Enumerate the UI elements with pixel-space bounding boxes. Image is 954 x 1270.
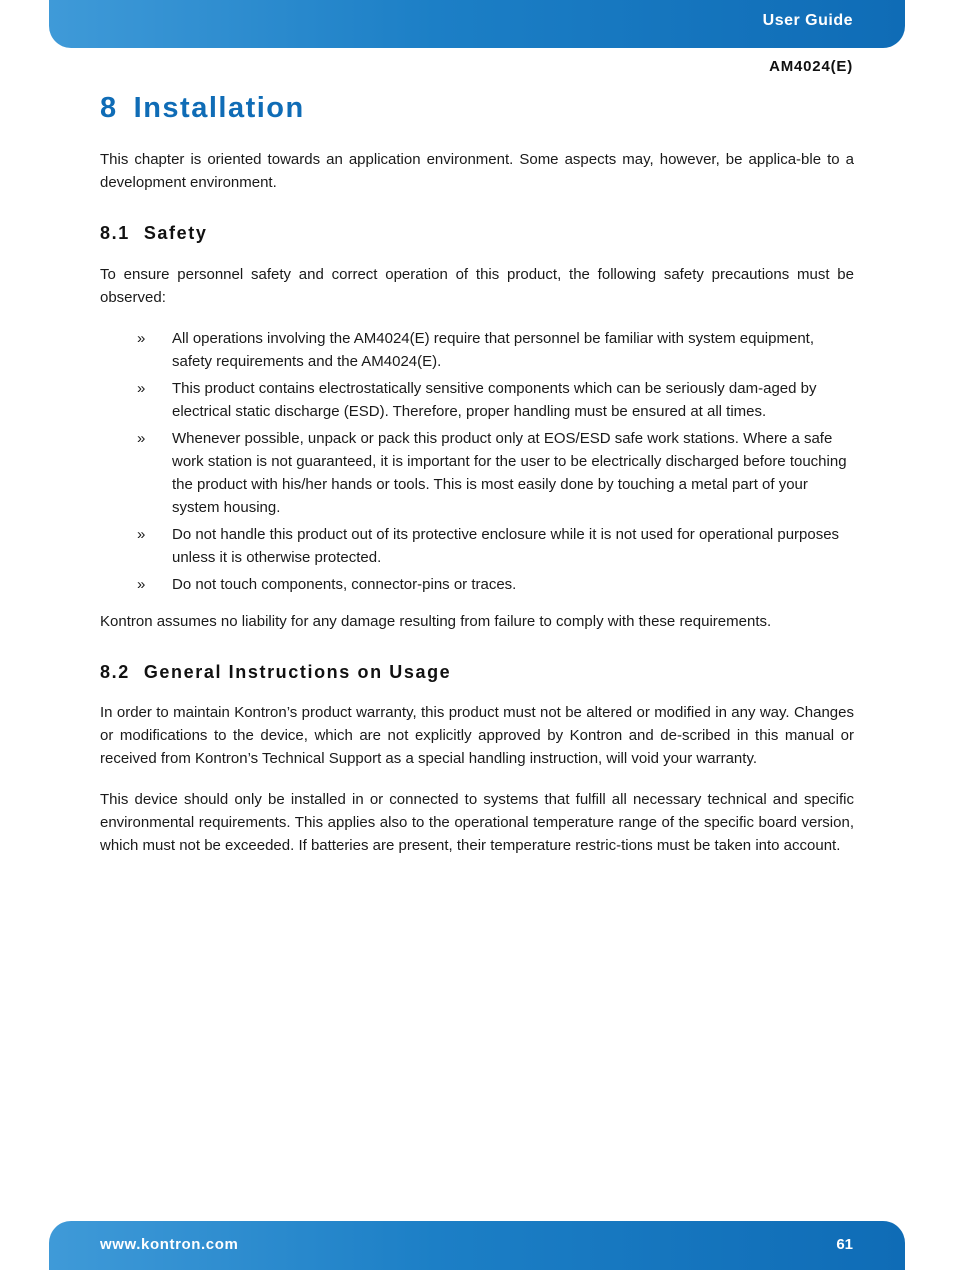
- chapter-title: Installation: [133, 92, 305, 124]
- bullet-marker: »: [137, 526, 146, 543]
- page-number: 61: [836, 1236, 853, 1253]
- list-item-text: Whenever possible, unpack or pack this product only at EOS/ESD safe work stations. Where a safe work station is not guaranteed, it is important for the user to be electrically discharged before touching the product with his/her hands or tools. This is most easily done by touching a metal part of your system housing.: [172, 430, 847, 516]
- bullet-marker: »: [137, 576, 146, 593]
- section-heading-safety: [100, 223, 854, 244]
- list-item: [100, 327, 854, 373]
- header-bar: [49, 0, 905, 48]
- liability-statement: Kontron assumes no liability for any damage resulting from failure to comply with these requirements.: [100, 613, 772, 630]
- chapter-intro: This chapter is oriented towards an application environment. Some aspects may, however, be applica-ble to a development environment.: [100, 151, 854, 191]
- list-item-text: This product contains electrostatically sensitive components which can be seriously dam-aged by electrical static discharge (ESD). Therefore, proper handling must be ensured at all times.: [172, 380, 817, 420]
- footer-bar: [49, 1221, 905, 1270]
- section-number: 8.2: [100, 662, 130, 682]
- bullet-marker: »: [137, 430, 146, 447]
- user-guide-label: User Guide: [762, 12, 853, 29]
- section-title: General Instructions on Usage: [143, 662, 452, 682]
- safety-precautions-list: [100, 327, 854, 596]
- safety-intro: To ensure personnel safety and correct operation of this product, the following safety precautions must be observed:: [100, 266, 854, 306]
- section-title: Safety: [143, 223, 208, 243]
- requirements-paragraph: This device should only be installed in or connected to systems that fulfill all necessary technical and specific environmental requirements. This applies also to the operational temperature range of the specific board version, which must not be exceeded. If batteries are present, their temperature restric-tions must be taken into account.: [100, 791, 854, 854]
- chapter-number: 8: [100, 92, 118, 124]
- list-item-text: Do not handle this product out of its protective enclosure while it is not used for operational purposes unless it is otherwise protected.: [172, 526, 840, 566]
- list-item-text: All operations involving the AM4024(E) require that personnel be familiar with system equipment, safety requirements and the AM4024(E).: [172, 330, 814, 370]
- section-number: 8.1: [100, 223, 130, 243]
- list-item-text: Do not touch components, connector-pins or traces.: [172, 576, 517, 593]
- list-item: [100, 377, 854, 423]
- footer-url-link[interactable]: www.kontron.com: [100, 1236, 239, 1253]
- bullet-marker: »: [137, 330, 146, 347]
- document-id: AM4024(E): [769, 58, 853, 75]
- warranty-paragraph: In order to maintain Kontron’s product warranty, this product must not be altered or modified in any way. Changes or modifications to the device, which are not explicitly approved by Kontron and de-scribed in this manual or received from Kontron’s Technical Support as a special handling instruction, will void your warranty.: [100, 704, 854, 767]
- page-content: [100, 92, 854, 857]
- section-heading-general-usage: [100, 662, 854, 683]
- list-item: [100, 427, 854, 519]
- list-item: [100, 573, 854, 596]
- bullet-marker: »: [137, 380, 146, 397]
- list-item: [100, 523, 854, 569]
- chapter-heading: [100, 92, 854, 125]
